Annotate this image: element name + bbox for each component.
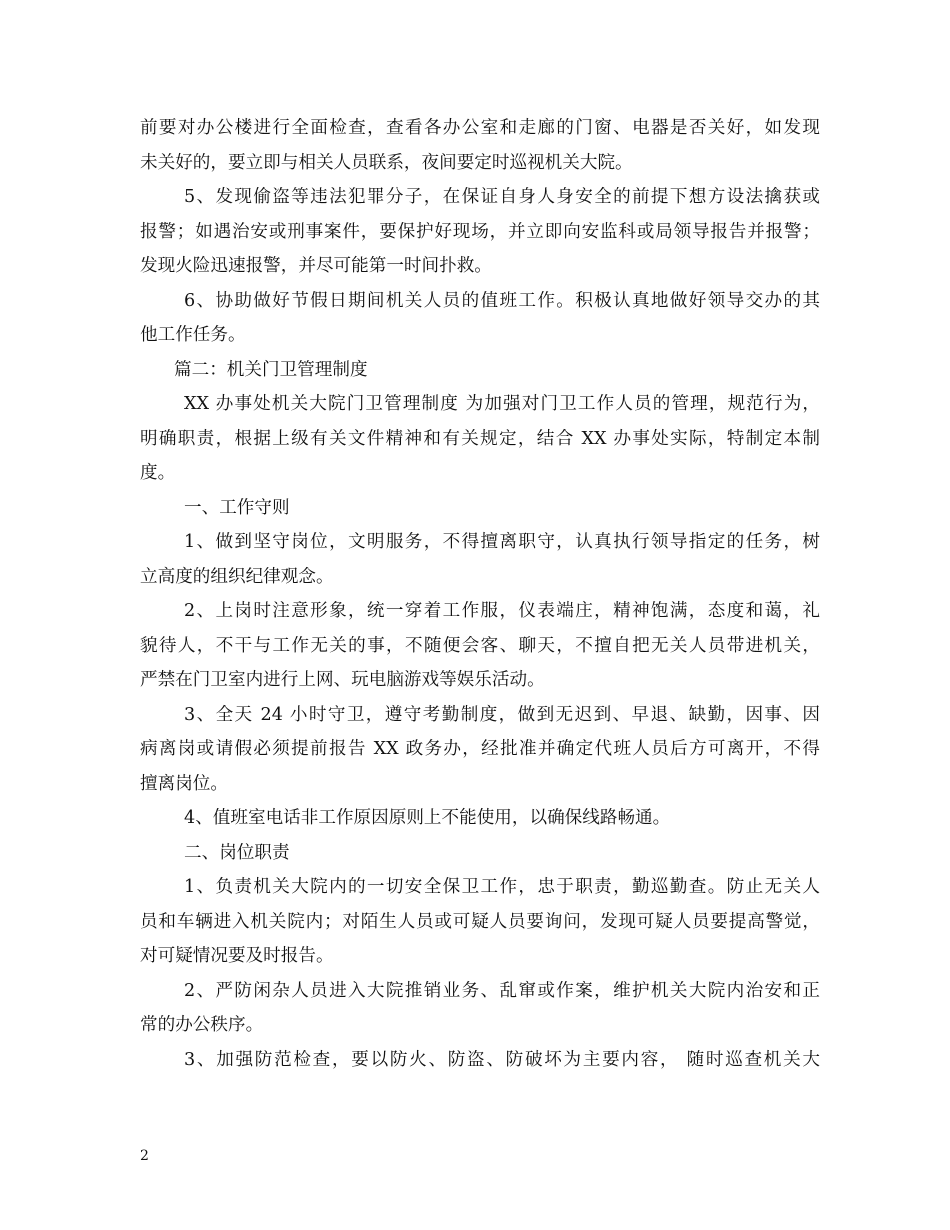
text-line: 6、协助做好节假日期间机关人员的值班工作。积极认真地做好领导交办的其 — [184, 290, 820, 311]
text-line: 3、全天 24 小时守卫，遵守考勤制度，做到无迟到、早退、缺勤，因事、因 — [184, 704, 820, 725]
text-line: 他工作任务。 — [140, 325, 246, 345]
document-body — [140, 111, 820, 1077]
text-line: 对可疑情况要及时报告。 — [140, 946, 334, 966]
text-line: 常的办公秩序。 — [140, 1015, 264, 1035]
text-line: 3、加强防范检查，要以防火、防盗、防破坏为主要内容， 随时巡查机关大 — [184, 1049, 820, 1070]
text-line: 1、做到坚守岗位，文明服务，不得擅离职守，认真执行领导指定的任务，树 — [184, 532, 820, 552]
section-heading: 二、岗位职责 — [184, 842, 290, 863]
text-line: XX 办事处机关大院门卫管理制度 为加强对门卫工作人员的管理，规范行为， — [184, 394, 820, 414]
text-line: 未关好的，要立即与相关人员联系，夜间要定时巡视机关大院。 — [140, 152, 633, 173]
text-line: 擅离岗位。 — [140, 773, 228, 794]
page-number: 2 — [140, 1148, 149, 1164]
text-line: 5、发现偷盗等违法犯罪分子，在保证自身人身安全的前提下想方设法擒获或 — [184, 187, 820, 207]
text-line: 貌待人，不干与工作无关的事，不随便会客、聊天，不擅自把无关人员带进机关， — [140, 635, 820, 656]
section-heading: 篇二：机关门卫管理制度 — [174, 359, 368, 380]
text-line: 病离岗或请假必须提前报告 XX 政务办，经批准并确定代班人员后方可离开，不得 — [140, 739, 820, 759]
text-line: 1、负责机关大院内的一切安全保卫工作，忠于职责，勤巡勤查。防止无关人 — [184, 877, 820, 897]
text-line: 严禁在门卫室内进行上网、玩电脑游戏等娱乐活动。 — [140, 670, 545, 690]
text-line: 发现火险迅速报警，并尽可能第一时间扑救。 — [140, 256, 492, 276]
text-line: 立高度的组织纪律观念。 — [140, 566, 334, 587]
text-line: 4、值班室电话非工作原因原则上不能使用，以确保线路畅通。 — [184, 808, 671, 828]
text-line: 明确职责，根据上级有关文件精神和有关规定，结合 XX 办事处实际，特制定本制 — [140, 428, 820, 449]
text-line: 前要对办公楼进行全面检查，查看各办公室和走廊的门窗、电器是否关好，如发现 — [140, 118, 820, 138]
text-line: 度。 — [140, 463, 176, 483]
text-line: 报警；如遇治安或刑事案件，要保护好现场，并立即向安监科或局领导报告并报警； — [140, 221, 820, 242]
text-line: 员和车辆进入机关院内；对陌生人员或可疑人员要询问，发现可疑人员要提高警觉， — [140, 911, 820, 932]
section-heading: 一、工作守则 — [184, 497, 290, 518]
text-line: 2、上岗时注意形象，统一穿着工作服，仪表端庄，精神饱满，态度和蔼，礼 — [184, 601, 820, 621]
text-line: 2、严防闲杂人员进入大院推销业务、乱窜或作案，维护机关大院内治安和正 — [184, 980, 820, 1001]
